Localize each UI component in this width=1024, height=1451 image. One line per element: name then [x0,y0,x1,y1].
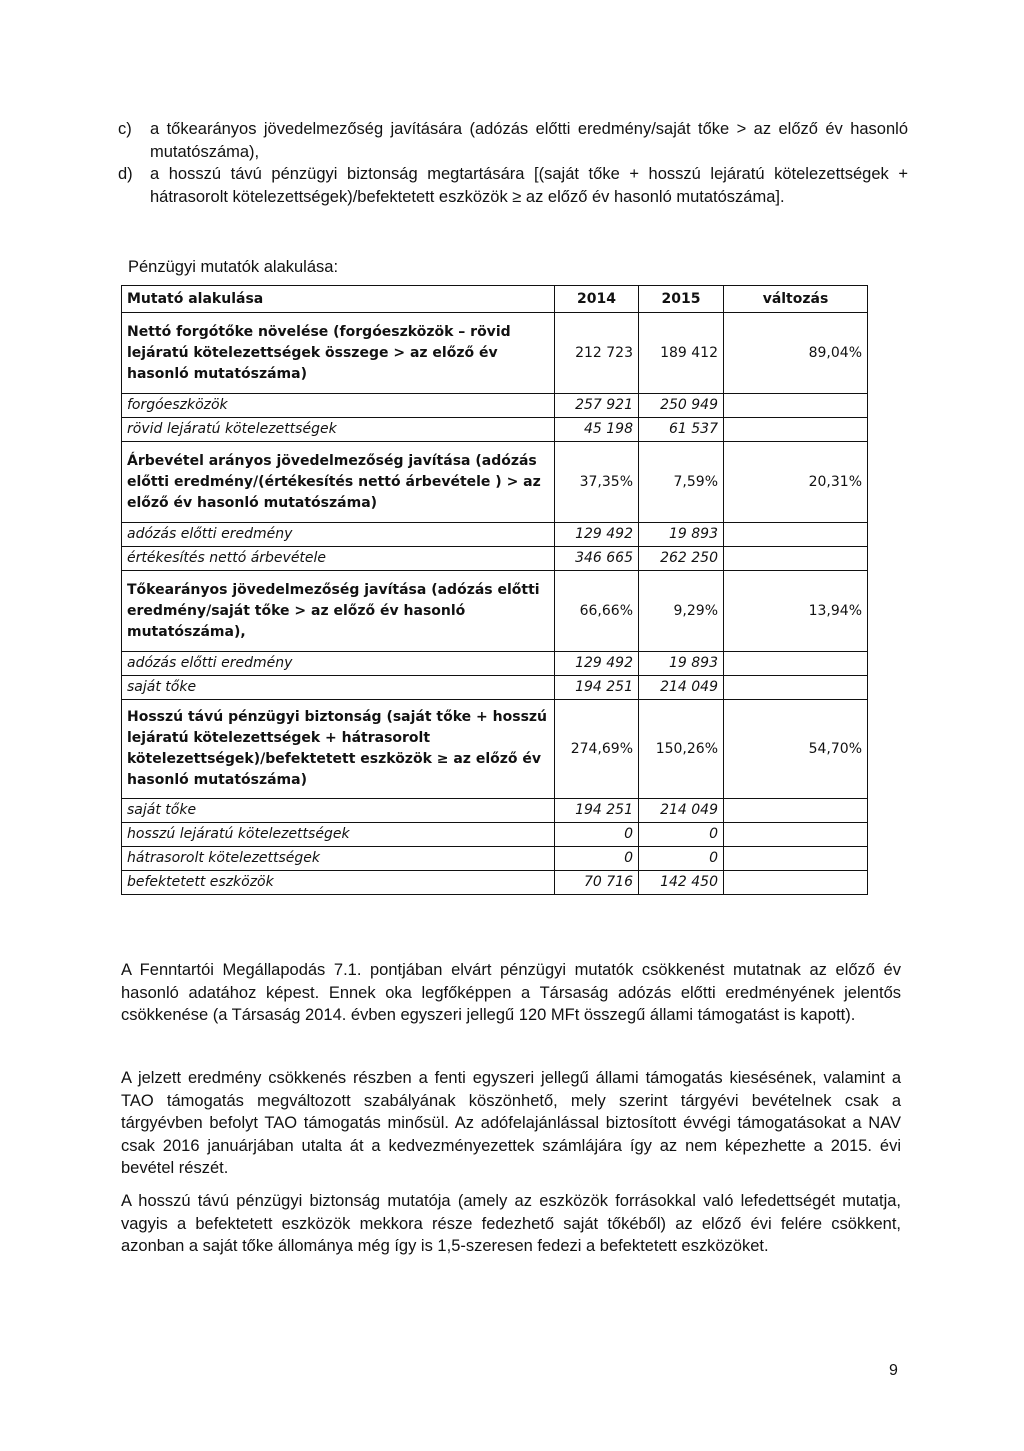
table-row [122,523,868,547]
value-2015: 0 [639,823,724,847]
value-2015: 150,26% [639,700,724,799]
value-2014: 257 921 [555,394,639,418]
value-2015: 142 450 [639,871,724,895]
row-label: hátrasorolt kötelezettségek [122,847,555,871]
value-change [724,523,868,547]
row-label: Hosszú távú pénzügyi biztonság (saját tőke + hosszú lejáratú kötelezettségek + hátrasorolt kötelezettségek)/befektetett eszközök ≥ az előző év hasonló mutatószáma) [122,700,555,799]
value-2015: 214 049 [639,676,724,700]
page-number: 9 [889,1362,898,1379]
row-label: saját tőke [122,676,555,700]
row-label: saját tőke [122,799,555,823]
header-2015: 2015 [639,286,724,313]
paragraph-2: A jelzett eredmény csökkenés részben a fenti egyszeri jellegű állami támogatás kiesésének, valamint a TAO támogatás megváltozott szabályának köszönhető, mely szerint tárgyévi bevételnek csak a tárgyévben befolyt TAO támogatás minősül. Az adófelajánlással biztosított évvégi támogatásokat a NAV csak 2016 januárjában utalta át a kedvezményezettek számlájára így az nem képezhette a 2015. évi bevétel részét. [121,1069,901,1177]
table-row [122,847,868,871]
table-row [122,418,868,442]
row-label: Árbevétel arányos jövedelmezőség javítása (adózás előtti eredmény/(értékesítés nettó árbevétele ) > az előző év hasonló mutatószáma) [122,442,555,523]
value-change [724,394,868,418]
value-2015: 189 412 [639,313,724,394]
value-change [724,847,868,871]
table-row [122,442,868,523]
criteria-list [118,118,908,208]
value-2014: 212 723 [555,313,639,394]
list-marker: d) [118,165,133,183]
value-change: 54,70% [724,700,868,799]
list-item-text: a hosszú távú pénzügyi biztonság megtartására [(saját tőke + hosszú lejáratú kötelezettségek + hátrasorolt kötelezettségek)/befektetett eszközök ≥ az előző év hasonló mutatószáma]. [150,165,908,206]
list-item [118,118,908,163]
table-row [122,823,868,847]
value-change [724,418,868,442]
row-label: hosszú lejáratú kötelezettségek [122,823,555,847]
value-2014: 70 716 [555,871,639,895]
table-row [122,571,868,652]
value-2014: 346 665 [555,547,639,571]
value-2014: 194 251 [555,676,639,700]
value-2014: 194 251 [555,799,639,823]
value-2015: 61 537 [639,418,724,442]
value-2015: 250 949 [639,394,724,418]
value-2015: 19 893 [639,652,724,676]
value-2015: 9,29% [639,571,724,652]
row-label: értékesítés nettó árbevétele [122,547,555,571]
value-2014: 129 492 [555,523,639,547]
value-change: 13,94% [724,571,868,652]
value-2015: 214 049 [639,799,724,823]
table-row [122,799,868,823]
table-row [122,700,868,799]
paragraph-3: A hosszú távú pénzügyi biztonság mutatója (amely az eszközök forrásokkal való lefedettségét mutatja, vagyis a befektetett eszközök mekkora része fedezhető saját tőkéből) az előző évi felére csökkent, azonban a saját tőke állománya még így is 1,5-szeresen fedezi a befektetett eszközöket. [121,1192,901,1255]
value-2014: 66,66% [555,571,639,652]
value-2015: 19 893 [639,523,724,547]
value-change [724,676,868,700]
value-change: 20,31% [724,442,868,523]
table-body [122,313,868,895]
value-change [724,871,868,895]
value-2014: 274,69% [555,700,639,799]
row-label: adózás előtti eredmény [122,523,555,547]
value-change [724,547,868,571]
list-item [118,163,908,208]
header-indicator: Mutató alakulása [122,286,555,313]
table-row [122,652,868,676]
value-change [724,652,868,676]
list-marker: c) [118,120,132,138]
header-2014: 2014 [555,286,639,313]
row-label: Nettó forgótőke növelése (forgóeszközök – rövid lejáratú kötelezettségek összege > az előző év hasonló mutatószáma) [122,313,555,394]
value-change [724,823,868,847]
value-2014: 0 [555,847,639,871]
value-change: 89,04% [724,313,868,394]
value-2015: 0 [639,847,724,871]
table-row [122,394,868,418]
row-label: rövid lejáratú kötelezettségek [122,418,555,442]
table-header-row [122,286,868,313]
header-change: változás [724,286,868,313]
value-2014: 45 198 [555,418,639,442]
table-row [122,547,868,571]
value-change [724,799,868,823]
value-2014: 37,35% [555,442,639,523]
row-label: adózás előtti eredmény [122,652,555,676]
row-label: befektetett eszközök [122,871,555,895]
financial-indicators-table [121,285,868,895]
table-caption: Pénzügyi mutatók alakulása: [128,258,339,276]
table-row [122,871,868,895]
value-2014: 0 [555,823,639,847]
row-label: Tőkearányos jövedelmezőség javítása (adózás előtti eredmény/saját tőke > az előző év hasonló mutatószáma), [122,571,555,652]
row-label: forgóeszközök [122,394,555,418]
value-2015: 7,59% [639,442,724,523]
value-2015: 262 250 [639,547,724,571]
value-2014: 129 492 [555,652,639,676]
table-row [122,313,868,394]
paragraph-1: A Fenntartói Megállapodás 7.1. pontjában elvárt pénzügyi mutatók csökkenést mutatnak az előző év hasonló adatához képest. Ennek oka legfőképpen a Társaság adózás előtti eredményének jelentős csökkenése (a Társaság 2014. évben egyszeri jellegű 120 MFt összegű állami támogatást is kapott). [121,961,901,1024]
table-row [122,676,868,700]
list-item-text: a tőkearányos jövedelmezőség javítására (adózás előtti eredmény/saját tőke > az előző év hasonló mutatószáma), [150,120,908,161]
